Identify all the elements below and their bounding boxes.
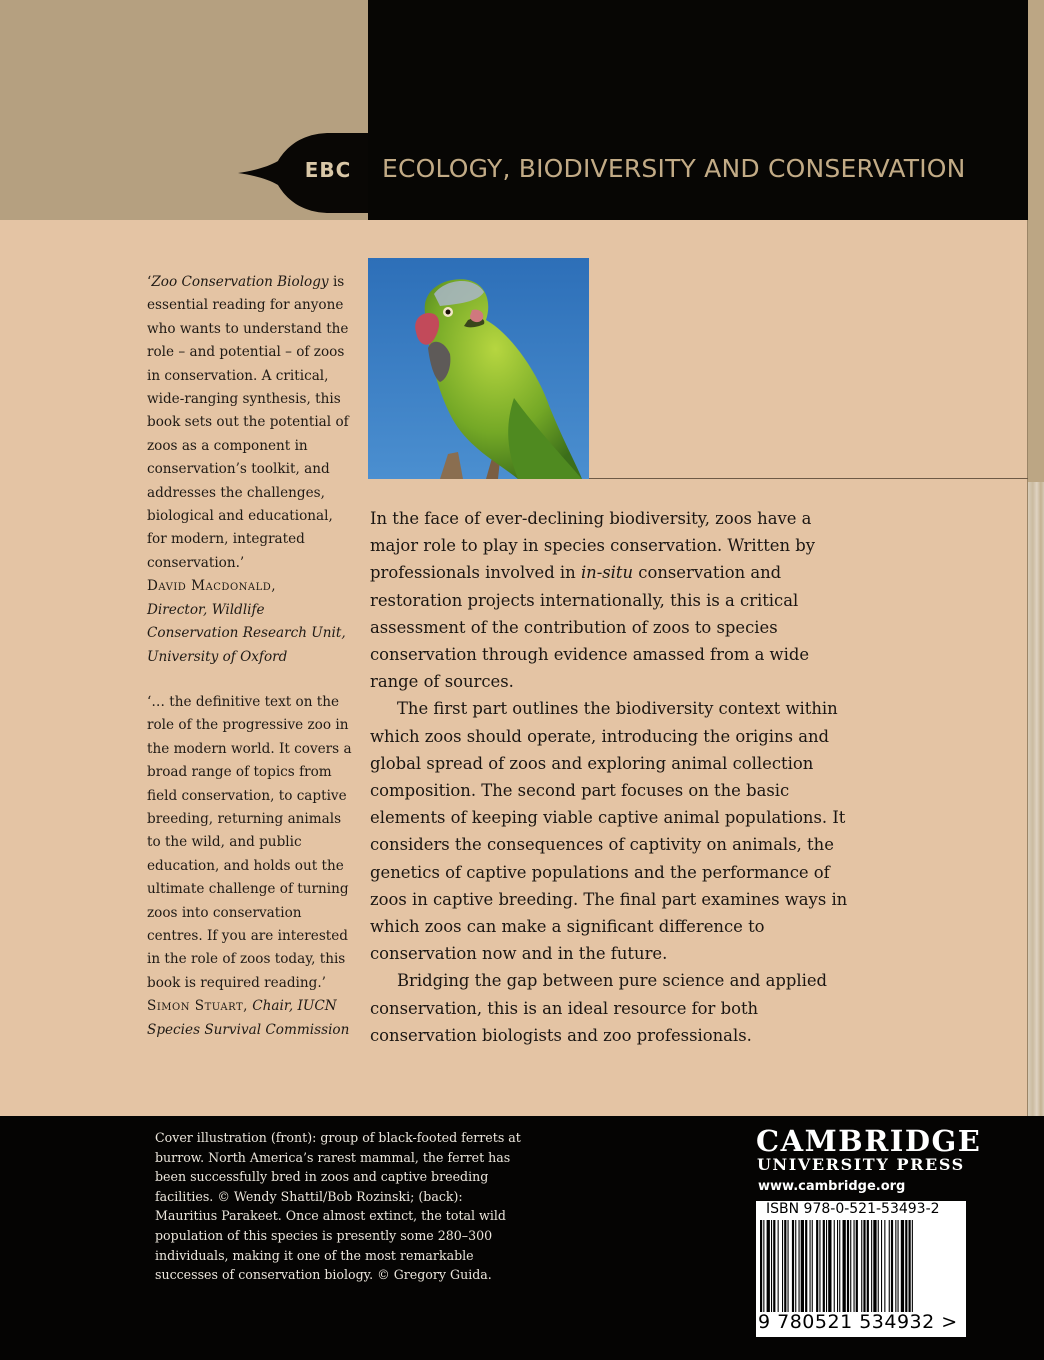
- cover-credits: Cover illustration (front): group of black-footed ferrets at burrow. North America’s rarest mammal, the ferret has been successfully bred in zoos and captive breeding facilities. © Wendy Shattil/Bob Rozinski; (back): Mauritius Parakeet. Once almost extinct, the total wild population of this species is presently some 280–300 individuals, making it one of the most remarkable successes of conservation biology. © Gregory Guida.: [155, 1130, 521, 1283]
- barcode-bar: [873, 1220, 876, 1312]
- barcode-bar: [816, 1220, 818, 1312]
- quote-2-text: ‘… the definitive text on the role of the progressive zoo in the modern world. It covers a broad range of topics from field conservation, to captive breeding, returning animals to the wild, and public education, and holds out the ultimate challenge of turning zoos into conservation centres. If you are interested in the role of zoos today, this book is required reading.’: [147, 693, 352, 991]
- in-situ-term: in-situ: [580, 563, 634, 583]
- barcode-bar: [895, 1220, 896, 1312]
- barcode-bar: [819, 1220, 820, 1312]
- quote-1-book-title: Zoo Conservation Biology: [151, 274, 329, 290]
- blurb-paragraph-1: In the face of ever-declining biodiversity, zoos have a major role to play in species conservation. Written by professionals involved in in-situ conservation and restoration projects internationally, this is a critical assessment of the contribution of zoos to species conservation through evidence amassed from a wide range of sources.: [370, 509, 815, 692]
- series-banner: [368, 0, 1028, 220]
- barcode-box: [756, 1201, 966, 1337]
- barcode-bar: [884, 1220, 885, 1312]
- barcode-bar: [871, 1220, 872, 1312]
- barcode-icon: [760, 1220, 962, 1312]
- quote-1-attribution: [147, 575, 355, 598]
- barcode-bar: [847, 1220, 849, 1312]
- blurb-paragraph-3: Bridging the gap between pure science and applied conservation, this is an ideal resource for both conservation biologists and zoo professionals.: [370, 971, 828, 1045]
- barcode-bar: [810, 1220, 811, 1312]
- barcode-bar: [905, 1220, 907, 1312]
- barcode-bar: [760, 1220, 762, 1312]
- quote-2-attribution: [147, 995, 355, 1042]
- barcode-bar: [856, 1220, 858, 1312]
- barcode-bar: [839, 1220, 840, 1312]
- quote-2-role: Chair,: [252, 998, 294, 1015]
- barcode-bar: [867, 1220, 869, 1312]
- photo-rule: [589, 478, 1028, 479]
- barcode-bar: [912, 1220, 913, 1312]
- barcode-bar: [771, 1220, 772, 1312]
- quote-2-author: Simon Stuart,: [147, 998, 248, 1015]
- book-description: [370, 505, 855, 1049]
- barcode-bar: [850, 1220, 851, 1312]
- barcode-bar: [763, 1220, 764, 1312]
- barcode-bar: [843, 1220, 846, 1312]
- review-quotes: [147, 271, 355, 1042]
- barcode-bar: [863, 1220, 865, 1312]
- barcode-bar: [801, 1220, 804, 1312]
- barcode-bar: [782, 1220, 783, 1312]
- publisher-logo-line-1: CAMBRIDGE: [756, 1124, 982, 1158]
- wood-texture-strip: [1028, 482, 1044, 1116]
- barcode-bar: [854, 1220, 855, 1312]
- barcode-bar: [767, 1220, 770, 1312]
- barcode-bar: [828, 1220, 831, 1312]
- publisher-website: www.cambridge.org: [758, 1179, 906, 1194]
- quote-2-affiliation: IUCN Species Survival Commission: [147, 998, 350, 1038]
- barcode-bar: [792, 1220, 794, 1312]
- quote-1: ‘Zoo Conservation Biology is essential reading for anyone who wants to understand the role – and potential – of zoos in conservation. A critical, wide-ranging synthesis, this book sets out the potential of zoos as a component in conservation’s toolkit, and addresses the challenges, biological and educational, for modern, integrated conservation.’: [147, 274, 349, 571]
- barcode-bar: [788, 1220, 789, 1312]
- barcode-bar: [901, 1220, 904, 1312]
- barcode-bar: [909, 1220, 911, 1312]
- barcode-bar: [795, 1220, 796, 1312]
- barcode-bar: [823, 1220, 825, 1312]
- parakeet-photo: [368, 258, 589, 479]
- barcode-bar: [861, 1220, 862, 1312]
- spine-edge-strip: [1028, 0, 1044, 482]
- barcode-bar: [881, 1220, 882, 1312]
- publisher-logo-line-2: UNIVERSITY PRESS: [757, 1155, 965, 1174]
- quote-1-text: is essential reading for anyone who wants to understand the role – and potential – of zoos in conservation. A critical, wide-ranging synthesis, this book sets out the potential of zoos as a component in conservation’s toolkit, and addresses the challenges, biological and educational, for modern, integrated conservation.’: [147, 274, 349, 571]
- quote-1-affiliation: Director, Wildlife Conservation Research Unit, University of Oxford: [147, 601, 346, 665]
- series-title: ECOLOGY, BIODIVERSITY AND CONSERVATION: [382, 154, 966, 183]
- blurb-paragraph-2: The first part outlines the biodiversity context within which zoos should operate, introducing the origins and global spread of zoos and exploring animal collection composition. The second part focuses on the basic elements of keeping viable captive animal populations. It considers the consequences of captivity on animals, the genetics of captive populations and the performance of zoos in captive breeding. The final part examines ways in which zoos can make a significant difference to conservation now and in the future.: [370, 699, 848, 964]
- barcode-bar: [837, 1220, 838, 1312]
- barcode-bar: [834, 1220, 835, 1312]
- barcode-bar: [784, 1220, 786, 1312]
- barcode-bar: [889, 1220, 890, 1312]
- barcode-bar: [878, 1220, 879, 1312]
- vertical-rule: [1027, 220, 1028, 1116]
- barcode-bar: [805, 1220, 807, 1312]
- barcode-bar: [778, 1220, 779, 1312]
- isbn-label: ISBN 978-0-521-53493-2: [766, 1201, 940, 1217]
- barcode-bar: [826, 1220, 827, 1312]
- barcode-bar: [773, 1220, 775, 1312]
- barcode-bar: [799, 1220, 800, 1312]
- series-badge-label: EBC: [304, 158, 352, 182]
- barcode-bar: [812, 1220, 813, 1312]
- barcode-digits: 9 780521 534932 >: [758, 1311, 958, 1333]
- quote-1-author: David Macdonald,: [147, 578, 277, 595]
- barcode-bar: [898, 1220, 899, 1312]
- barcode-bar: [891, 1220, 893, 1312]
